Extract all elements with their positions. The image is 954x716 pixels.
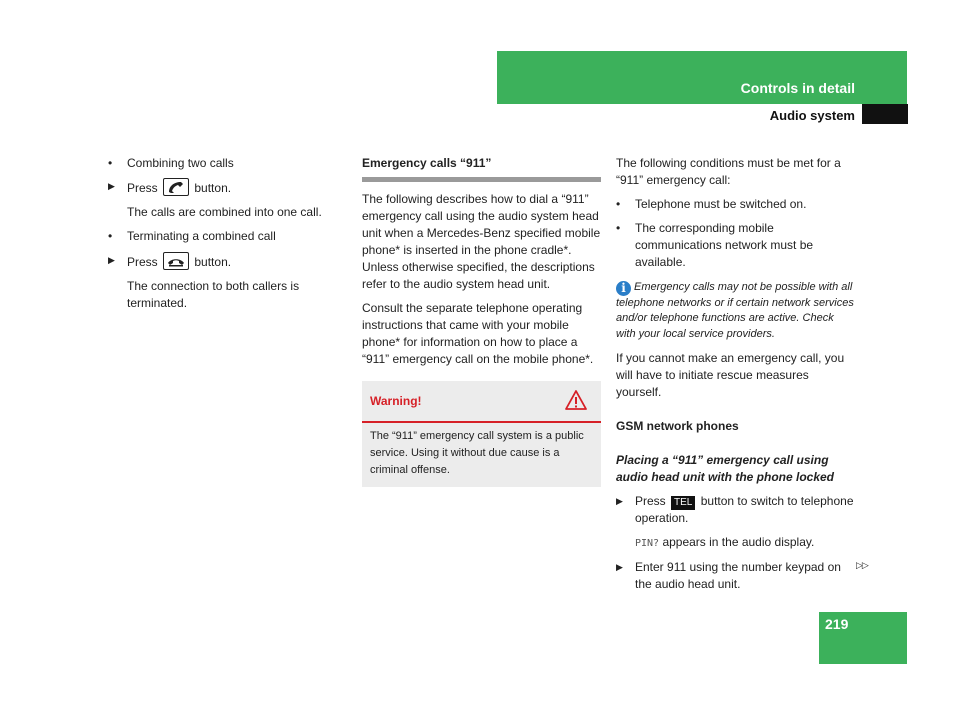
placing-call-heading: Placing a “911” emergency call using audio head unit with the phone locked: [616, 452, 835, 484]
emergency-calls-heading: Emergency calls “911”: [362, 155, 601, 182]
step-arrow-icon: ▶: [108, 181, 115, 191]
step-press-tel: ▶ Press TEL button to switch to telephone operation.: [616, 493, 854, 525]
phone-hangup-icon: [163, 252, 189, 270]
conditions-intro: The following conditions must be met for a “911” emergency call:: [616, 156, 841, 187]
phone-pickup-icon: [163, 178, 189, 196]
warning-box: [362, 381, 601, 487]
section-title: Audio system: [769, 108, 855, 123]
step-arrow-icon: ▶: [616, 495, 623, 506]
column-right: [616, 155, 856, 593]
info-note: i Emergency calls may not be possible with all telephone networks or if certain network services and/or telephone functions are active. Check with your local service providers.: [616, 281, 854, 340]
tel-button-label: TEL: [671, 496, 695, 510]
pin-display-note: PIN? appears in the audio display.: [635, 534, 815, 549]
continue-marker: ▷▷: [856, 560, 868, 570]
chapter-title: Controls in detail: [740, 80, 855, 96]
emergency-intro: The following describes how to dial a “911” emergency call using the audio system head unit when a Mercedes-Benz specified mobile phone* is inserted in the phone cradle*. Unless otherwise specified, the descriptions refer to the audio system head unit.: [362, 192, 601, 291]
step-press-hangup: ▶ Press button.: [108, 252, 336, 271]
emergency-mobile-note: Consult the separate telephone operating instructions that came with your mobile phone* for information on how to place a “911” emergency call on the mobile phone*.: [362, 301, 594, 366]
section-marker: [862, 104, 908, 124]
result-combined: The calls are combined into one call.: [127, 205, 322, 219]
warning-title: Warning!: [370, 394, 422, 408]
step-arrow-icon: ▶: [616, 561, 623, 572]
pin-display: PIN?: [635, 537, 660, 549]
column-left: [108, 155, 336, 312]
warning-triangle-icon: [565, 390, 587, 410]
column-middle: [362, 155, 601, 487]
condition-phone-on: • Telephone must be switched on.: [616, 196, 856, 213]
condition-network: • The corresponding mobile communications network must be available.: [616, 220, 856, 271]
bullet-combining: • Combining two calls: [108, 155, 336, 172]
step-press-combine: ▶ Press button.: [108, 178, 336, 197]
step-enter-911: ▶ Enter 911 using the number keypad on the audio head unit.: [616, 559, 841, 591]
warning-text: The “911” emergency call system is a public service. Using it without due cause is a criminal offense.: [370, 430, 584, 476]
bullet-terminating: • Terminating a combined call: [108, 228, 336, 245]
warning-header: [362, 381, 601, 423]
step-arrow-icon: ▶: [108, 255, 115, 265]
result-terminated: The connection to both callers is terminated.: [127, 279, 300, 310]
gsm-heading: GSM network phones: [616, 418, 739, 433]
info-icon: i: [616, 281, 631, 296]
page-number: 219: [825, 616, 849, 632]
rescue-note: If you cannot make an emergency call, you will have to initiate rescue measures yourself.: [616, 350, 845, 399]
